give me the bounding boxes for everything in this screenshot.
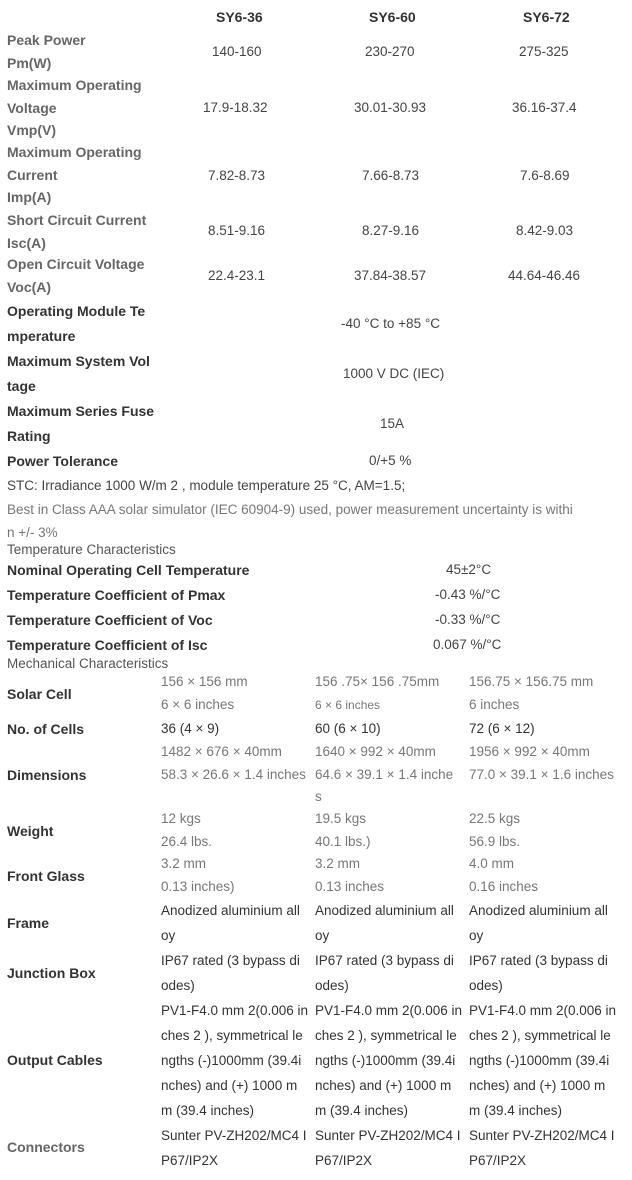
column-header-sy6-36: SY6-36 [216,9,263,25]
cell-value: 8.51-9.16 [208,223,266,238]
cell-value: 3.2 mm 0.13 inches) [161,856,235,894]
row-label-frame: Frame [7,915,50,931]
cell-value: PV1-F4.0 mm 2(0.006 in ches 2 ), symmetrical le ngths (-)1000mm (39.4i nches) and (+) 1000 m m (39.4 inches) [315,1003,463,1118]
cell-value: 7.82-8.73 [208,168,266,183]
cell-value: 156 × 156 mm 6 × 6 inches [161,674,248,712]
cell-value: -40 °C to +85 °C [341,316,440,331]
cell-value: Sunter PV-ZH202/MC4 I P67/IP2X [161,1128,307,1168]
cell-value: -0.33 %/°C [435,612,501,627]
cell-value: 60 (6 × 10) [315,721,381,736]
row-label-operating-module-temperature: Operating Module Te mperature [7,303,146,344]
cell-value: 72 (6 × 12) [469,721,535,736]
cell-value: 7.66-8.73 [362,168,420,183]
cell-value: 1000 V DC (IEC) [343,366,445,381]
cell-value: Anodized aluminium all oy [161,903,300,943]
cell-value: 22.4-23.1 [208,268,266,283]
cell-value: 36.16-37.4 [512,100,577,115]
section-title-mechanical: Mechanical Characteristics [7,656,169,671]
section-title-temperature: Temperature Characteristics [7,542,176,557]
cell-value: IP67 rated (3 bypass di odes) [469,953,608,993]
row-label-open-circuit-voltage: Open Circuit Voltage Voc(A) [7,256,145,295]
cell-value: Sunter PV-ZH202/MC4 I P67/IP2X [469,1128,615,1168]
row-label-max-operating-current: Maximum Operating Current Imp(A) [7,144,142,205]
row-label-front-glass: Front Glass [7,868,85,884]
column-header-sy6-72: SY6-72 [523,9,570,25]
row-label-solar-cell: Solar Cell [7,686,72,702]
column-header-sy6-60: SY6-60 [369,9,416,25]
cell-value: 8.42-9.03 [516,223,574,238]
cell-value: 1482 × 676 × 40mm 58.3 × 26.6 × 1.4 inches [161,744,306,782]
row-label-power-tolerance: Power Tolerance [7,453,119,469]
row-label-noct: Nominal Operating Cell Temperature [7,562,250,578]
cell-value: 22.5 kgs 56.9 lbs. [469,811,521,849]
cell-value: 7.6-8.69 [520,168,570,183]
cell-value: IP67 rated (3 bypass di odes) [315,953,454,993]
cell-value: 1640 × 992 × 40mm 64.6 × 39.1 × 1.4 inche s [315,744,454,804]
cell-value: 17.9-18.32 [203,100,268,115]
row-label-temp-coef-voc: Temperature Coefficient of Voc [7,612,213,628]
cell-value: 44.64-46.46 [508,268,581,283]
row-label-connectors: Connectors [7,1139,85,1155]
row-label-temp-coef-isc: Temperature Coefficient of Isc [7,637,208,653]
stc-note: STC: Irradiance 1000 W/m 2 , module temperature 25 °C, AM=1.5; [7,478,406,493]
cell-value: 4.0 mm 0.16 inches [469,856,539,894]
cell-value: 8.27-9.16 [362,223,420,238]
cell-value: 0.067 %/°C [433,637,502,652]
cell-value: IP67 rated (3 bypass di odes) [161,953,300,993]
row-label-max-system-voltage: Maximum System Vol tage [7,353,150,394]
row-label-temp-coef-pmax: Temperature Coefficient of Pmax [7,587,226,603]
cell-value: 12 kgs 26.4 lbs. [161,811,213,849]
cell-value: 1956 × 992 × 40mm 77.0 × 39.1 × 1.6 inches [469,744,614,782]
cell-value: 0/+5 % [369,453,412,468]
cell-value: Anodized aluminium all oy [315,903,454,943]
cell-value: 156 .75× 156 .75mm 6 × 6 inches [315,674,440,712]
cell-value: 19.5 kgs 40.1 lbs.) [315,811,371,849]
row-label-output-cables: Output Cables [7,1052,103,1068]
row-label-peak-power: Peak Power Pm(W) [7,32,86,71]
row-label-short-circuit-current: Short Circuit Current Isc(A) [7,212,147,251]
cell-value: -0.43 %/°C [435,587,501,602]
cell-value: 275-325 [519,44,569,59]
cell-value: 156.75 × 156.75 mm 6 inches [469,674,594,712]
row-label-no-of-cells: No. of Cells [7,721,85,737]
row-label-weight: Weight [7,823,54,839]
cell-value: 3.2 mm 0.13 inches [315,856,385,894]
cell-value: 230-270 [365,44,415,59]
cell-value: 15A [380,416,405,431]
measurement-note: Best in Class AAA solar simulator (IEC 60904-9) used, power measurement uncertainty is withi n +/- 3% [7,502,573,540]
cell-value: PV1-F4.0 mm 2(0.006 in ches 2 ), symmetrical le ngths (-)1000mm (39.4i nches) and (+) 1000 m m (39.4 inches) [469,1003,617,1118]
cell-value: Anodized aluminium all oy [469,903,608,943]
row-label-dimensions: Dimensions [7,767,87,783]
cell-value: PV1-F4.0 mm 2(0.006 in ches 2 ), symmetrical le ngths (-)1000mm (39.4i nches) and (+) 1000 m m (39.4 inches) [161,1003,309,1118]
cell-value: 37.84-38.57 [354,268,427,283]
cell-value: 45±2°C [446,562,492,577]
cell-value: 140-160 [212,44,262,59]
cell-value: 30.01-30.93 [354,100,427,115]
cell-value: 36 (4 × 9) [161,721,220,736]
row-label-junction-box: Junction Box [7,965,96,981]
cell-value: Sunter PV-ZH202/MC4 I P67/IP2X [315,1128,461,1168]
row-label-max-series-fuse: Maximum Series Fuse Rating [7,403,155,444]
row-label-max-operating-voltage: Maximum Operating Voltage Vmp(V) [7,77,142,138]
